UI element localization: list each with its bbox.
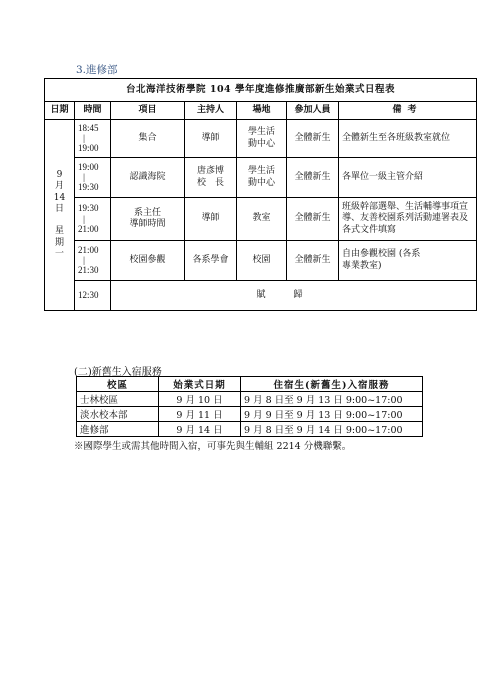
table-row: [45, 281, 477, 311]
schedule-title-row: [45, 79, 477, 102]
table-row: [45, 241, 477, 281]
time-cell: 19:00 | 19:30: [75, 158, 111, 198]
campus-cell: 進修部: [77, 422, 159, 437]
closing-cell: 賦歸: [111, 281, 477, 311]
date-cell: 9 月 11 日: [159, 407, 241, 422]
host-cell: 各系學會: [185, 241, 237, 281]
header-note: 備考: [339, 102, 477, 120]
campus-cell: 淡水校本部: [77, 407, 159, 422]
date-cell: 9 月 14 日: [159, 422, 241, 437]
item-cell: 認識海院: [111, 158, 185, 198]
item-cell: 校園參觀: [111, 241, 185, 281]
dorm-heading: (二)新舊生入宿服務: [74, 367, 162, 378]
table-row: [77, 392, 423, 407]
note-cell: 班級幹部選舉、生活輔導事項宣導、友善校園系列活動連署表及各式文件填寫: [339, 198, 477, 241]
service-cell: 9 月 8 日至 9 月 13 日 9:00~17:00: [241, 392, 423, 407]
host-cell: 唐彥博 校 長: [185, 158, 237, 198]
table-row: [45, 120, 477, 158]
header-date: 日期: [45, 102, 75, 120]
note-cell: 各單位一級主管介紹: [339, 158, 477, 198]
table-row: [77, 422, 423, 437]
host-cell: 導師: [185, 120, 237, 158]
header-item: 項目: [111, 102, 185, 120]
date-cell: 9 月 14 日 星 期 一: [45, 120, 75, 311]
time-cell: 21:00 | 21:30: [75, 241, 111, 281]
note-cell: 自由參觀校園 (各系專業教室): [339, 241, 477, 281]
time-cell: 18:45 | 19:00: [75, 120, 111, 158]
header-orientation-date: 始業式日期: [159, 377, 241, 392]
attendees-cell: 全體新生: [287, 241, 339, 281]
attendees-cell: 全體新生: [287, 198, 339, 241]
venue-cell: 學生活動中心: [237, 120, 287, 158]
table-row: [45, 158, 477, 198]
attendees-cell: 全體新生: [287, 158, 339, 198]
dorm-footnote: ※國際學生或需其他時間入宿，可事先與生輔組 2214 分機聯繫。: [74, 441, 352, 452]
service-cell: 9 月 8 日至 9 月 14 日 9:00~17:00: [241, 422, 423, 437]
attendees-cell: 全體新生: [287, 120, 339, 158]
table-row: [77, 407, 423, 422]
section-heading: 3.進修部: [76, 64, 118, 76]
campus-cell: 士林校區: [77, 392, 159, 407]
dorm-service-table: [76, 376, 423, 437]
schedule-title: 台北海洋技術學院 104 學年度進修推廣部新生始業式日程表: [45, 79, 477, 102]
venue-cell: 校園: [237, 241, 287, 281]
header-attendees: 參加人員: [287, 102, 339, 120]
note-cell: 全體新生至各班級教室就位: [339, 120, 477, 158]
header-time: 時間: [75, 102, 111, 120]
table-row: [45, 198, 477, 241]
service-cell: 9 月 9 日至 9 月 13 日 9:00~17:00: [241, 407, 423, 422]
orientation-schedule-table: [44, 78, 477, 311]
closing-time-cell: 12:30: [75, 281, 111, 311]
date-cell: 9 月 10 日: [159, 392, 241, 407]
header-host: 主持人: [185, 102, 237, 120]
venue-cell: 學生活動中心: [237, 158, 287, 198]
schedule-header-row: [45, 102, 477, 120]
header-campus: 校區: [77, 377, 159, 392]
item-cell: 系主任 導師時間: [111, 198, 185, 241]
venue-cell: 教室: [237, 198, 287, 241]
time-cell: 19:30 | 21:00: [75, 198, 111, 241]
dorm-header-row: [77, 377, 423, 392]
host-cell: 導師: [185, 198, 237, 241]
header-venue: 場地: [237, 102, 287, 120]
item-cell: 集合: [111, 120, 185, 158]
header-dorm-service: 住宿生(新舊生)入宿服務: [241, 377, 423, 392]
